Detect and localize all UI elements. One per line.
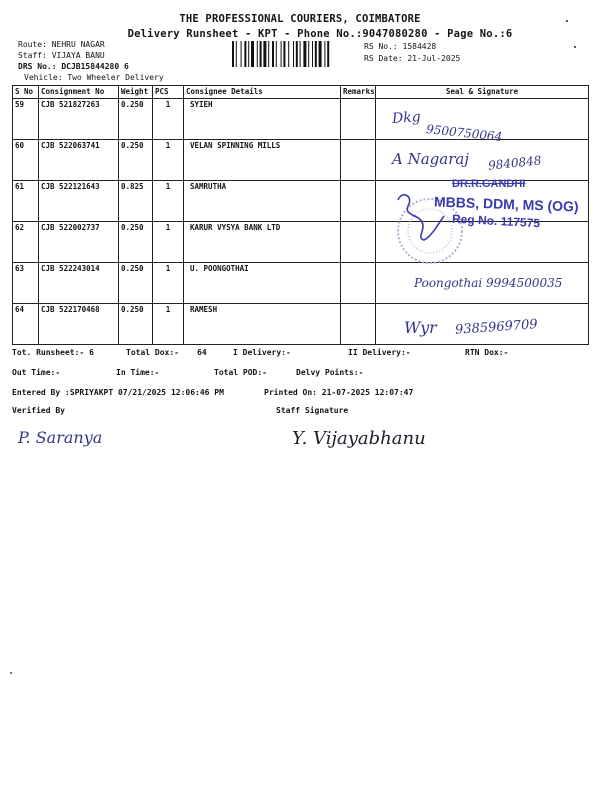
second-delivery: II Delivery:- (348, 348, 411, 357)
cell-consignee: SYIEH (184, 99, 341, 140)
route-label: Route: NEHRU NAGAR (18, 40, 105, 49)
cell-remarks (341, 140, 376, 181)
stamp-qualification: MBBS, DDM, MS (OG) (433, 193, 579, 215)
col-consignment: Consignment No (39, 86, 119, 99)
cell-sno: 62 (13, 222, 39, 263)
cell-pcs: 1 (153, 263, 184, 304)
handwritten-name: A Nagaraj (392, 150, 469, 168)
total-dox-label: Total Dox:- (126, 348, 179, 357)
cell-pcs: 1 (153, 304, 184, 345)
cell-remarks (341, 304, 376, 345)
cell-consignment: CJB 521827263 (39, 99, 119, 140)
cell-consignment: CJB 522243014 (39, 263, 119, 304)
handwritten-phone: 9500750064 (425, 122, 503, 144)
cell-sno: 64 (13, 304, 39, 345)
delivery-points: Delvy Points:- (296, 368, 364, 377)
cell-consignment: CJB 522063741 (39, 140, 119, 181)
col-consignee: Consignee Details (184, 86, 341, 99)
table-header-row (13, 86, 589, 99)
vehicle-label: Vehicle: Two Wheeler Delivery (24, 73, 164, 82)
handwritten-name-phone: Poongothai 9994500035 (414, 276, 563, 290)
handwritten-signature: Wyr (404, 318, 437, 337)
col-pcs: PCS (153, 86, 184, 99)
total-runsheet: Tot. Runsheet:- 6 (12, 348, 94, 357)
stamp-registration: Reg No. 117575 (451, 211, 541, 231)
scan-speck (10, 672, 12, 674)
handwritten-initials: Dkg (391, 109, 422, 127)
first-delivery: I Delivery:- (233, 348, 291, 357)
cell-consignment: CJB 522121643 (39, 181, 119, 222)
cell-pcs: 1 (153, 181, 184, 222)
col-remarks: Remarks (341, 86, 376, 99)
cell-consignee: RAMESH (184, 304, 341, 345)
cell-remarks (341, 181, 376, 222)
col-sno: S No (13, 86, 39, 99)
total-dox-value: 64 (197, 348, 207, 357)
cell-consignee: SAMRUTHA (184, 181, 341, 222)
cell-sno: 61 (13, 181, 39, 222)
cell-pcs: 1 (153, 99, 184, 140)
cell-consignment: CJB 522002737 (39, 222, 119, 263)
cell-remarks (341, 222, 376, 263)
stamp-doctor-name: DR.R.GANDHI (452, 178, 526, 190)
cell-weight: 0.825 (119, 181, 153, 222)
cell-weight: 0.250 (119, 222, 153, 263)
handwritten-phone: 9385969709 (454, 317, 539, 338)
pen-scribble (392, 186, 452, 246)
scan-speck (566, 20, 568, 22)
document-subtitle: Delivery Runsheet - KPT - Phone No.:9047080280 - Page No.:6 (127, 28, 513, 40)
cell-pcs: 1 (153, 222, 184, 263)
rs-date: RS Date: 21-Jul-2025 (364, 54, 461, 63)
cell-sno: 59 (13, 99, 39, 140)
cell-consignee: U. POONGOTHAI (184, 263, 341, 304)
barcode (232, 41, 358, 67)
drs-number: DRS No.: DCJB15844280 6 (18, 62, 129, 71)
staff-signature-label: Staff Signature (276, 406, 349, 415)
entered-by: Entered By :SPRIYAKPT 07/21/2025 12:06:46 PM (12, 388, 224, 397)
cell-remarks (341, 99, 376, 140)
staff-label: Staff: VIJAYA BANU (18, 51, 105, 60)
cell-weight: 0.250 (119, 99, 153, 140)
cell-weight: 0.250 (119, 140, 153, 181)
handwritten-phone: 9840848 (487, 153, 543, 173)
cell-weight: 0.250 (119, 304, 153, 345)
col-seal-signature: Seal & Signature (376, 86, 589, 99)
col-weight: Weight (119, 86, 153, 99)
verified-by-label: Verified By (12, 406, 65, 415)
verifier-signature: P. Saranya (18, 428, 103, 447)
printed-on: Printed On: 21-07-2025 12:07:47 (264, 388, 414, 397)
rs-number: RS No.: 1584428 (364, 42, 437, 51)
total-pod: Total POD:- (214, 368, 267, 377)
staff-signature: Y. Vijayabhanu (292, 428, 426, 449)
scan-speck (574, 46, 576, 48)
in-time: In Time:- (116, 368, 160, 377)
cell-sno: 63 (13, 263, 39, 304)
cell-consignee: KARUR VYSYA BANK LTD (184, 222, 341, 263)
document-title: THE PROFESSIONAL COURIERS, COIMBATORE (179, 13, 421, 25)
cell-remarks (341, 263, 376, 304)
cell-sno: 60 (13, 140, 39, 181)
cell-consignee: VELAN SPINNING MILLS (184, 140, 341, 181)
cell-weight: 0.250 (119, 263, 153, 304)
out-time: Out Time:- (12, 368, 61, 377)
cell-pcs: 1 (153, 140, 184, 181)
return-dox: RTN Dox:- (465, 348, 509, 357)
cell-consignment: CJB 522170468 (39, 304, 119, 345)
